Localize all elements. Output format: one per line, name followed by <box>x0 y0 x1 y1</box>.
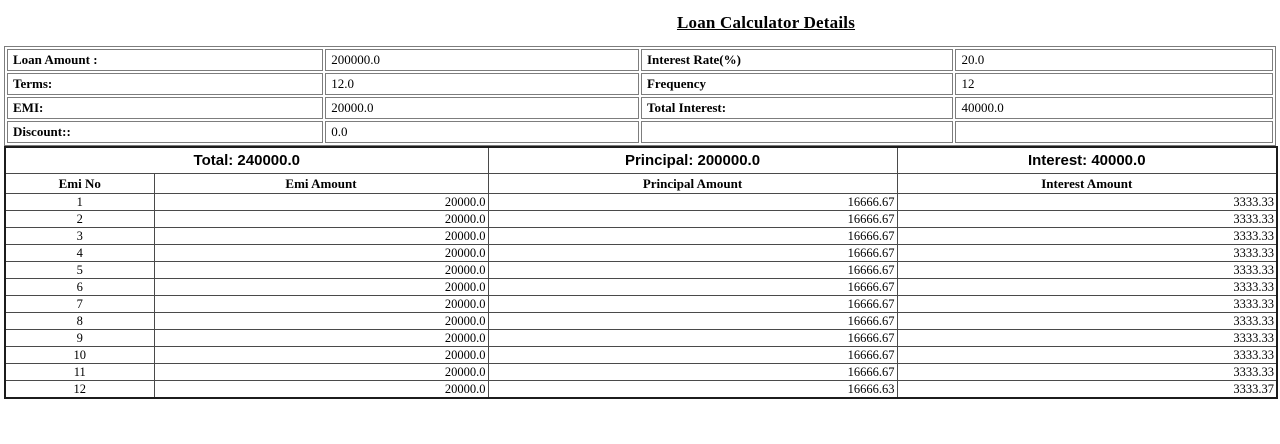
emi-no-cell: 7 <box>5 296 154 313</box>
emi-amount-cell: 20000.0 <box>154 347 488 364</box>
interest-amount-cell: 3333.33 <box>897 313 1277 330</box>
principal-amount-cell: 16666.67 <box>488 296 897 313</box>
detail-label-cell: EMI: <box>7 97 323 119</box>
emi-no-cell: 10 <box>5 347 154 364</box>
schedule-row <box>5 228 1277 245</box>
principal-amount-cell: 16666.67 <box>488 330 897 347</box>
principal-amount-cell: 16666.67 <box>488 211 897 228</box>
emi-no-cell: 8 <box>5 313 154 330</box>
detail-value-cell: 40000.0 <box>955 97 1273 119</box>
emi-no-cell: 5 <box>5 262 154 279</box>
detail-value-cell: 200000.0 <box>325 49 639 71</box>
detail-value-cell: 12.0 <box>325 73 639 95</box>
schedule-header-cell: Emi Amount <box>154 174 488 194</box>
interest-amount-cell: 3333.33 <box>897 262 1277 279</box>
schedule-row <box>5 211 1277 228</box>
schedule-row <box>5 245 1277 262</box>
emi-no-cell: 12 <box>5 381 154 399</box>
emi-amount-cell: 20000.0 <box>154 211 488 228</box>
principal-amount-cell: 16666.67 <box>488 245 897 262</box>
emi-no-cell: 1 <box>5 194 154 211</box>
emi-amount-cell: 20000.0 <box>154 330 488 347</box>
schedule-header-cell: Interest Amount <box>897 174 1277 194</box>
principal-amount-cell: 16666.67 <box>488 262 897 279</box>
interest-amount-cell: 3333.33 <box>897 364 1277 381</box>
detail-value-cell: 0.0 <box>325 121 639 143</box>
detail-label-cell: Terms: <box>7 73 323 95</box>
interest-amount-cell: 3333.33 <box>897 245 1277 262</box>
emi-amount-cell: 20000.0 <box>154 296 488 313</box>
details-row <box>7 121 1273 143</box>
detail-label-cell: Frequency <box>641 73 953 95</box>
emi-amount-cell: 20000.0 <box>154 381 488 399</box>
details-row <box>7 49 1273 71</box>
schedule-header-cell: Emi No <box>5 174 154 194</box>
principal-amount-cell: 16666.67 <box>488 364 897 381</box>
principal-amount-cell: 16666.67 <box>488 347 897 364</box>
principal-amount-cell: 16666.67 <box>488 228 897 245</box>
schedule-row <box>5 262 1277 279</box>
emi-no-cell: 9 <box>5 330 154 347</box>
interest-amount-cell: 3333.33 <box>897 279 1277 296</box>
interest-amount-cell: 3333.37 <box>897 381 1277 399</box>
schedule-row <box>5 279 1277 296</box>
summary-total: Total: 240000.0 <box>5 147 488 174</box>
details-row <box>7 73 1273 95</box>
interest-amount-cell: 3333.33 <box>897 211 1277 228</box>
detail-value-cell <box>955 121 1273 143</box>
schedule-row <box>5 381 1277 399</box>
detail-value-cell: 20.0 <box>955 49 1273 71</box>
emi-amount-cell: 20000.0 <box>154 228 488 245</box>
emi-amount-cell: 20000.0 <box>154 262 488 279</box>
principal-amount-cell: 16666.67 <box>488 194 897 211</box>
page-title: Loan Calculator Details <box>676 13 856 32</box>
summary-interest: Interest: 40000.0 <box>897 147 1277 174</box>
detail-label-cell: Total Interest: <box>641 97 953 119</box>
emi-amount-cell: 20000.0 <box>154 194 488 211</box>
detail-label-cell: Discount:: <box>7 121 323 143</box>
principal-amount-cell: 16666.63 <box>488 381 897 399</box>
interest-amount-cell: 3333.33 <box>897 330 1277 347</box>
principal-amount-cell: 16666.67 <box>488 279 897 296</box>
emi-amount-cell: 20000.0 <box>154 245 488 262</box>
emi-amount-cell: 20000.0 <box>154 364 488 381</box>
detail-label-cell <box>641 121 953 143</box>
schedule-row <box>5 194 1277 211</box>
detail-value-cell: 20000.0 <box>325 97 639 119</box>
schedule-body <box>5 194 1277 399</box>
schedule-header-row <box>5 174 1277 194</box>
interest-amount-cell: 3333.33 <box>897 296 1277 313</box>
emi-amount-cell: 20000.0 <box>154 279 488 296</box>
loan-details-body <box>7 49 1273 143</box>
detail-value-cell: 12 <box>955 73 1273 95</box>
principal-amount-cell: 16666.67 <box>488 313 897 330</box>
emi-no-cell: 11 <box>5 364 154 381</box>
loan-details-table <box>4 46 1276 146</box>
schedule-summary-body <box>5 147 1277 194</box>
schedule-row <box>5 364 1277 381</box>
emi-amount-cell: 20000.0 <box>154 313 488 330</box>
interest-amount-cell: 3333.33 <box>897 228 1277 245</box>
emi-no-cell: 2 <box>5 211 154 228</box>
detail-label-cell: Loan Amount : <box>7 49 323 71</box>
schedule-row <box>5 296 1277 313</box>
emi-no-cell: 3 <box>5 228 154 245</box>
summary-row <box>5 147 1277 174</box>
emi-schedule-table <box>4 146 1278 399</box>
schedule-row <box>5 347 1277 364</box>
page <box>0 13 1280 444</box>
interest-amount-cell: 3333.33 <box>897 347 1277 364</box>
detail-label-cell: Interest Rate(%) <box>641 49 953 71</box>
details-row <box>7 97 1273 119</box>
summary-principal: Principal: 200000.0 <box>488 147 897 174</box>
schedule-row <box>5 313 1277 330</box>
schedule-row <box>5 330 1277 347</box>
schedule-header-cell: Principal Amount <box>488 174 897 194</box>
emi-no-cell: 6 <box>5 279 154 296</box>
interest-amount-cell: 3333.33 <box>897 194 1277 211</box>
emi-no-cell: 4 <box>5 245 154 262</box>
